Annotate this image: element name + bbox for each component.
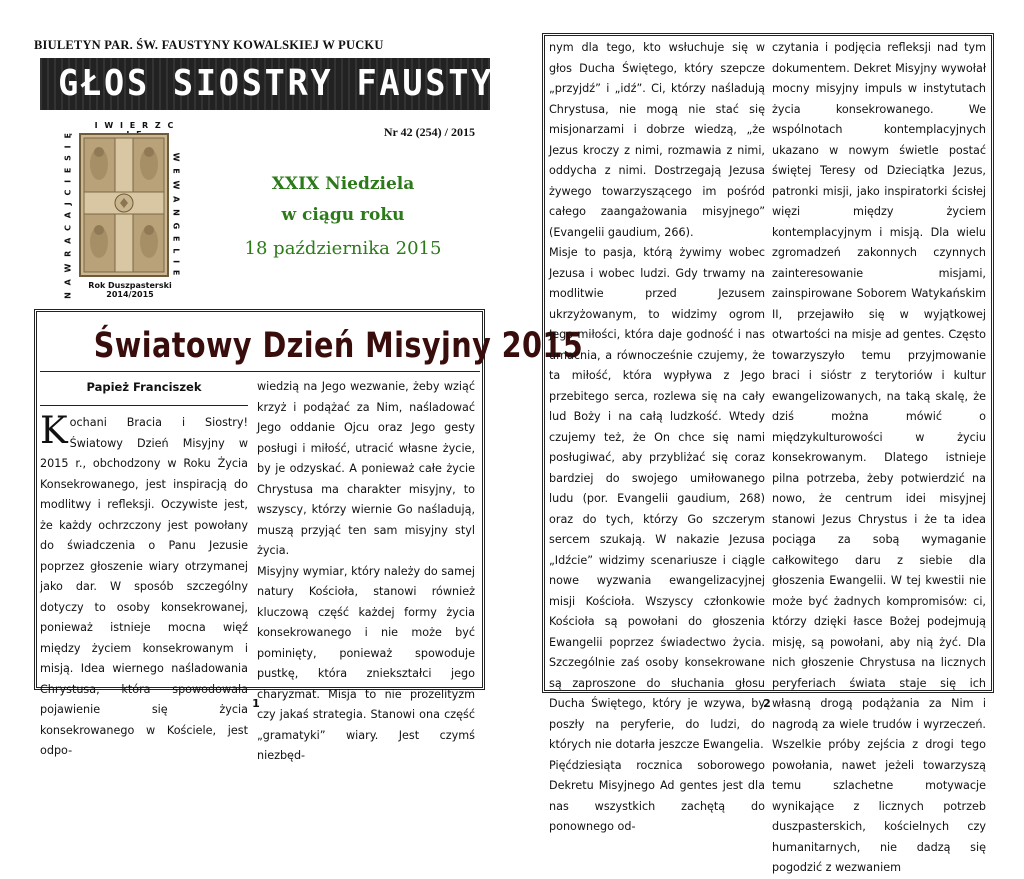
sunday-title: XXIX Niedziela xyxy=(271,174,415,194)
column-2-paragraph-1: wiedzią na Jego wezwanie, żeby wziąć krzyż i podążać za Nim, naśladować Jego oddanie Ojcu oraz Jego gesty posługi i miłość, utracić własne życie, by je odzyskać. A ponieważ całe życie Chrystusa ma charakter misyjny, to wszyscy, którzy wiernie Go naśladują, muszą przyjąć ten sam misyjny styl życia. xyxy=(257,380,475,557)
article-column-1 xyxy=(40,409,248,762)
emblem-top-text: I W I E R Z C xyxy=(94,121,176,130)
article-column-2 xyxy=(257,377,475,767)
issue-number: Nr 42 (254) / 2015 xyxy=(383,125,475,139)
sunday-date: 18 października 2015 xyxy=(244,238,442,259)
drop-cap: K xyxy=(40,409,68,452)
masthead-text: GŁOS SIOSTRY FAUSTYNY xyxy=(58,63,541,104)
author-divider xyxy=(40,405,248,406)
article-column-3 xyxy=(549,38,765,838)
article-column-4 xyxy=(772,38,986,879)
article-author: Papież Franciszek xyxy=(86,380,202,394)
emblem-left-text: N A W R A C A J C I E S I Ę xyxy=(63,131,73,299)
emblem-right-text: W E W A N G E L I E xyxy=(171,152,181,278)
bulletin-title: BIULETYN PAR. ŚW. FAUSTYNY KOWALSKIEJ W PUCKU xyxy=(34,38,384,52)
sunday-subtitle: w ciągu roku xyxy=(281,205,405,225)
column-2-paragraph-2: Misyjny wymiar, który należy do samej natury Kościoła, stanowi również kluczową część każdej formy życia konsekrowanego i nie może być pominięty, ponieważ spowoduje pustkę, która zniekształci jego charyzmat. Misja to nie prozelityzm czy jakaś strategia. Stanowi ona część „gramatyki” wiary. Jest czymś niezbęd- xyxy=(257,564,475,762)
pastoral-year-label: Rok Duszpasterski 2014/2015 xyxy=(88,281,172,299)
column-4-paragraph-1: czytania i podjęcia refleksji nad tym dokumentem. Dekret Misyjny wywołał mocny misyjny impuls w instytutach życia konsekrowanego. We wspólnotach kontemplacyjnych ukazano w nowym świetle postać świętej Teresy od Dzieciątka Jezus, patronki misji, jako inspiratorki ścisłej więzi między życiem kontemplacyjnym i misją. Dla wielu zgromadzeń zakonnych czynnych zainteresowanie misjami, zainspirowane Soborem Watykańskim II, przejawiło się w wyjątkowej otwartości na misje ad gentes. Często towarzyszyło temu przyjmowanie braci i sióstr z terytoriów i kultur ewangelizowanych, na taką skalę, że dziś można mówić o międzykulturowości w życiu konsekrowanym. Dlatego istnieje pilna potrzeba, żeby potwierdzić na nowo, że centrum idei misyjnej stanowi Jezus Chrystus i że ta idea pociąga za sobą wymaganie całkowitego daru z siebie dla głoszenia Ewangelii. W tej kwestii nie może być żadnych kompromisów: ci, którzy dzięki łasce Bożej podejmują misję, są powołani, aby nią żyć. Dla nich głoszenie Chrystusa na licznych peryferiach świata staje się ich własną drogą podążania za Nim i nagrodą za wiele trudów i wyrzeczeń. Wszelkie próby zejścia z drogi tego powołania, nawet jeżeli towarzyszą temu szlachetne motywacje wynikające z licznych potrzeb duszpasterskich, kościelnych czy humanitarnych, nie dadzą się pogodzić z wezwaniem xyxy=(772,41,986,874)
article-title: Światowy Dzień Misyjny 2015 xyxy=(93,326,584,366)
ivory-cross-image xyxy=(80,134,168,276)
column-3-paragraph-2: Misje to pasja, którą żywimy wobec Jezusa i wobec ludzi. Gdy trwamy na modlitwie przed Jezusem ukrzyżowanym, to widzimy ogrom Jego miłości, która daje godność i nas umacnia, a równocześnie czujemy, że ta miłość, która wypływa z Jego przebitego serca, rozlewa się na cały lud Boży i na całą ludzkość. Wtedy czujemy też, że On chce się nami posługiwać, aby przybliżać się coraz bardziej do swojego umiłowanego ludu (por. Evangelii gaudium, 268) oraz do tych, którzy Go szczerym sercem szukają. W nakazie Jezusa „Idźcie” widzimy scenariusze i ciągle nowe wyzwania ewangelizacyjnej misji Kościoła. Wszyscy członkowie Kościoła są powołani do głoszenia Ewangelii poprzez świadectwo życia. Szczególnie zaś osoby konsekrowane są zaproszone do słuchania głosu Ducha Świętego, który je wzywa, by poszły na peryferie, do ludzi, do których nie dotarła jeszcze Ewangelia. xyxy=(549,246,765,751)
title-divider xyxy=(40,371,480,372)
masthead xyxy=(40,58,541,110)
page-number-right: 2 xyxy=(763,697,771,710)
column-3-paragraph-3: Pięćdziesiąta rocznica soborowego Dekretu Misyjnego Ad gentes jest dla nas wszystkich zachętą do ponownego od- xyxy=(549,758,765,833)
column-3-paragraph-1: nym dla tego, kto wsłuchuje się w głos Ducha Świętego, który szepcze „przyjdź” i „idź”. Ci, którzy naśladują Chrystusa, nie mogą nie stać się misjonarzami i dobrze wiedzą, „że Jezus kroczy z nimi, rozmawia z nimi, oddycha z nimi. Dostrzegają Jezusa żywego towarzyszącego im pośród całego zaangażowania misyjnego” (Evangelii gaudium, 266). xyxy=(549,41,765,239)
page-number-left: 1 xyxy=(252,697,260,710)
column-1-text: ochani Bracia i Siostry! Światowy Dzień Misyjny w 2015 r., obchodzony w Roku Życia Konsekrowanego, jest inspiracją do modlitwy i refleksji. Oczywiste jest, że każdy ochrzczony jest powołany do świadczenia o Panu Jezusie poprzez głoszenie wiary otrzymanej jako dar. W sposób szczególny dotyczy to osoby konsekrowanej, ponieważ istnieje mocna więź między życiem konsekrowanym i misją. Idea wiernego naśladowania Chrystusa, która spowodowała pojawienie się życia konsekrowanego w Kościele, jest odpo- xyxy=(40,416,248,757)
